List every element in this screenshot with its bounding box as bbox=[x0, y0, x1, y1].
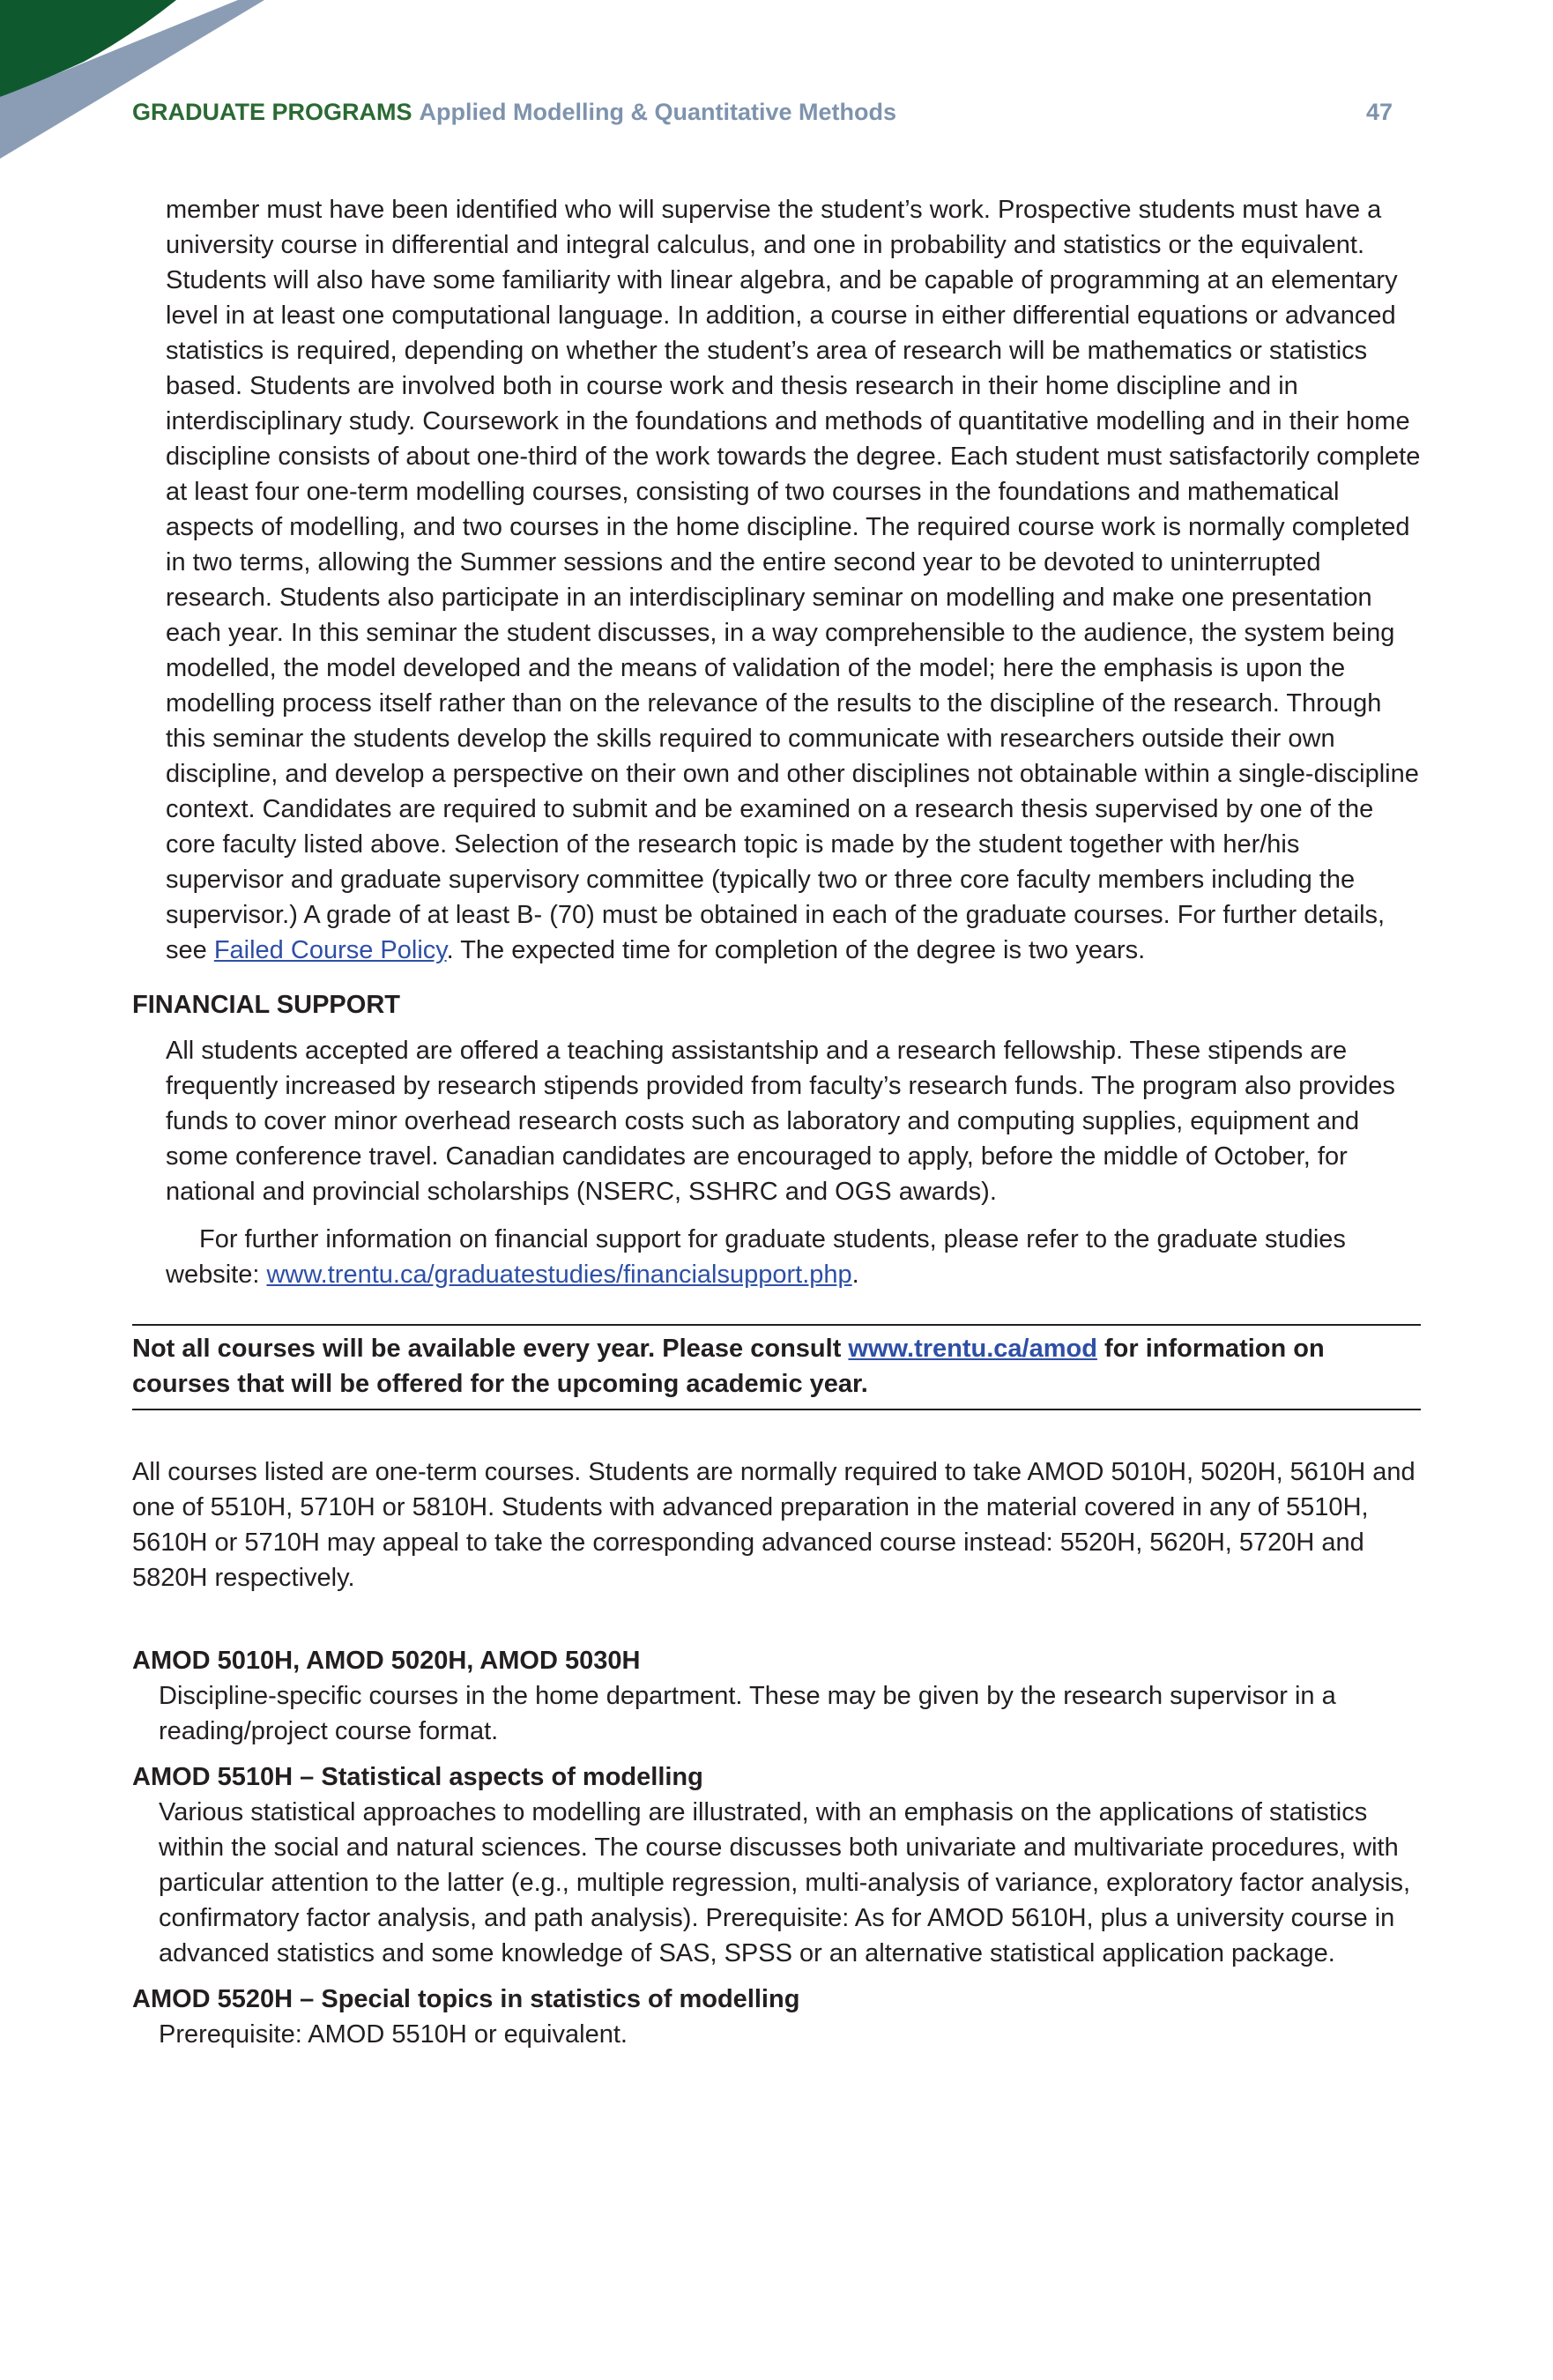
header-program: GRADUATE PROGRAMS bbox=[132, 99, 412, 125]
financial-support-link[interactable]: www.trentu.ca/graduatestudies/financialsupport.php bbox=[266, 1261, 852, 1289]
page-number: 47 bbox=[1365, 99, 1393, 125]
course-description: Prerequisite: AMOD 5510H or equivalent. bbox=[159, 2020, 628, 2049]
course-description: Discipline-specific courses in the home department. These may be given by the research supervisor in a reading/project course format. bbox=[159, 1682, 1336, 1745]
course-availability-notice bbox=[132, 1324, 1421, 1410]
page-content bbox=[132, 192, 1421, 2052]
course-title: AMOD 5520H – Special topics in statistics of modelling bbox=[132, 1985, 800, 2013]
course-title: AMOD 5010H, AMOD 5020H, AMOD 5030H bbox=[132, 1647, 641, 1675]
course-title: AMOD 5510H – Statistical aspects of modelling bbox=[132, 1763, 703, 1791]
header-title: Applied Modelling & Quantitative Methods bbox=[419, 99, 897, 125]
financial-support-section bbox=[132, 1033, 1421, 1292]
course-entry bbox=[132, 1759, 1421, 1971]
financial-text: For further information on financial support for graduate students, please refer to the graduate studies website: bbox=[166, 1225, 1346, 1289]
page-header bbox=[132, 99, 1393, 134]
notice-text: Not all courses will be available every year. Please consult bbox=[132, 1335, 849, 1363]
course-description: Various statistical approaches to modelling are illustrated, with an emphasis on the applications of statistics within the social and natural sciences. The course discusses both univariate and multivariate procedures, with particular attention to the latter (e.g., multiple regression, multi-analysis of variance, exploratory factor analysis, confirmatory factor analysis, and path analysis). Prerequisite: As for AMOD 5610H, plus a university course in advanced statistics and some knowledge of SAS, SPSS or an alternative statistical application package. bbox=[159, 1798, 1411, 1967]
courses-intro-paragraph: All courses listed are one-term courses. Students are normally required to take AMOD 5010H, 5020H, 5610H and one of 5510H, 5710H or 5810H. Students with advanced preparation in the material covered in any of 5510H, 5610H or 5710H may appeal to take the corresponding advanced course instead: 5520H, 5620H, 5720H and 5820H respectively. bbox=[132, 1458, 1416, 1592]
financial-support-heading: FINANCIAL SUPPORT bbox=[132, 991, 400, 1019]
intro-paragraph bbox=[166, 192, 1421, 968]
course-entry bbox=[132, 1982, 1421, 2052]
intro-text-end: . The expected time for completion of the degree is two years. bbox=[446, 936, 1146, 964]
financial-paragraph-2 bbox=[166, 1222, 1421, 1292]
amod-website-link[interactable]: www.trentu.ca/amod bbox=[848, 1335, 1097, 1363]
corner-decoration bbox=[0, 0, 264, 176]
failed-course-policy-link[interactable]: Failed Course Policy bbox=[213, 936, 447, 964]
notice-text-end: for information on courses that will be offered for the upcoming academic year. bbox=[132, 1335, 1325, 1398]
course-entry bbox=[132, 1643, 1421, 1749]
financial-paragraph-1: All students accepted are offered a teaching assistantship and a research fellowship. These stipends are frequently increased by research stipends provided from faculty’s research funds. The program also provides funds to cover minor overhead research costs such as laboratory and computing supplies, equipment and some conference travel. Canadian candidates are encouraged to apply, before the middle of October, for national and provincial scholarships (NSERC, SSHRC and OGS awards). bbox=[166, 1037, 1395, 1206]
program-description bbox=[132, 192, 1421, 968]
financial-text-end: . bbox=[851, 1261, 859, 1289]
intro-text: member must have been identified who will supervise the student’s work. Prospective students must have a university course in differential and integral calculus, and one in probability and statistics or the equivalent. Students will also have some familiarity with linear algebra, and be capable of programming at an elementary level in at least one computational language. In addition, a course in either differential equations or advanced statistics is required, depending on whether the student’s area of research will be mathematics or statistics based. Students are involved both in course work and thesis research in their home discipline and in interdisciplinary study. Coursework in the foundations and methods of quantitative modelling and in their home discipline consists of about one-third of the work towards the degree. Each student must satisfactorily complete at least four one-term modelling courses, consisting of two courses in the foundations and mathematical aspects of modelling, and two courses in the home discipline. The required course work is normally completed in two terms, allowing the Summer sessions and the entire second year to be devoted to uninterrupted research. Students also participate in an interdisciplinary seminar on modelling and make one presentation each year. In this seminar the student discusses, in a way comprehensible to the audience, the system being modelled, the model developed and the means of validation of the model; here the emphasis is upon the modelling process itself rather than on the relevance of the results to the discipline of the research. Through this seminar the students develop the skills required to communicate with researchers outside their own discipline, and develop a perspective on their own and other disciplines not obtainable within a single-discipline context. Candidates are required to submit and be examined on a research thesis supervised by one of the core faculty listed above. Selection of the research topic is made by the student together with her/his supervisor and graduate supervisory committee (typically two or three core faculty members including the supervisor.) A grade of at least B- (70) must be obtained in each of the graduate courses. For further details, see bbox=[166, 196, 1421, 964]
